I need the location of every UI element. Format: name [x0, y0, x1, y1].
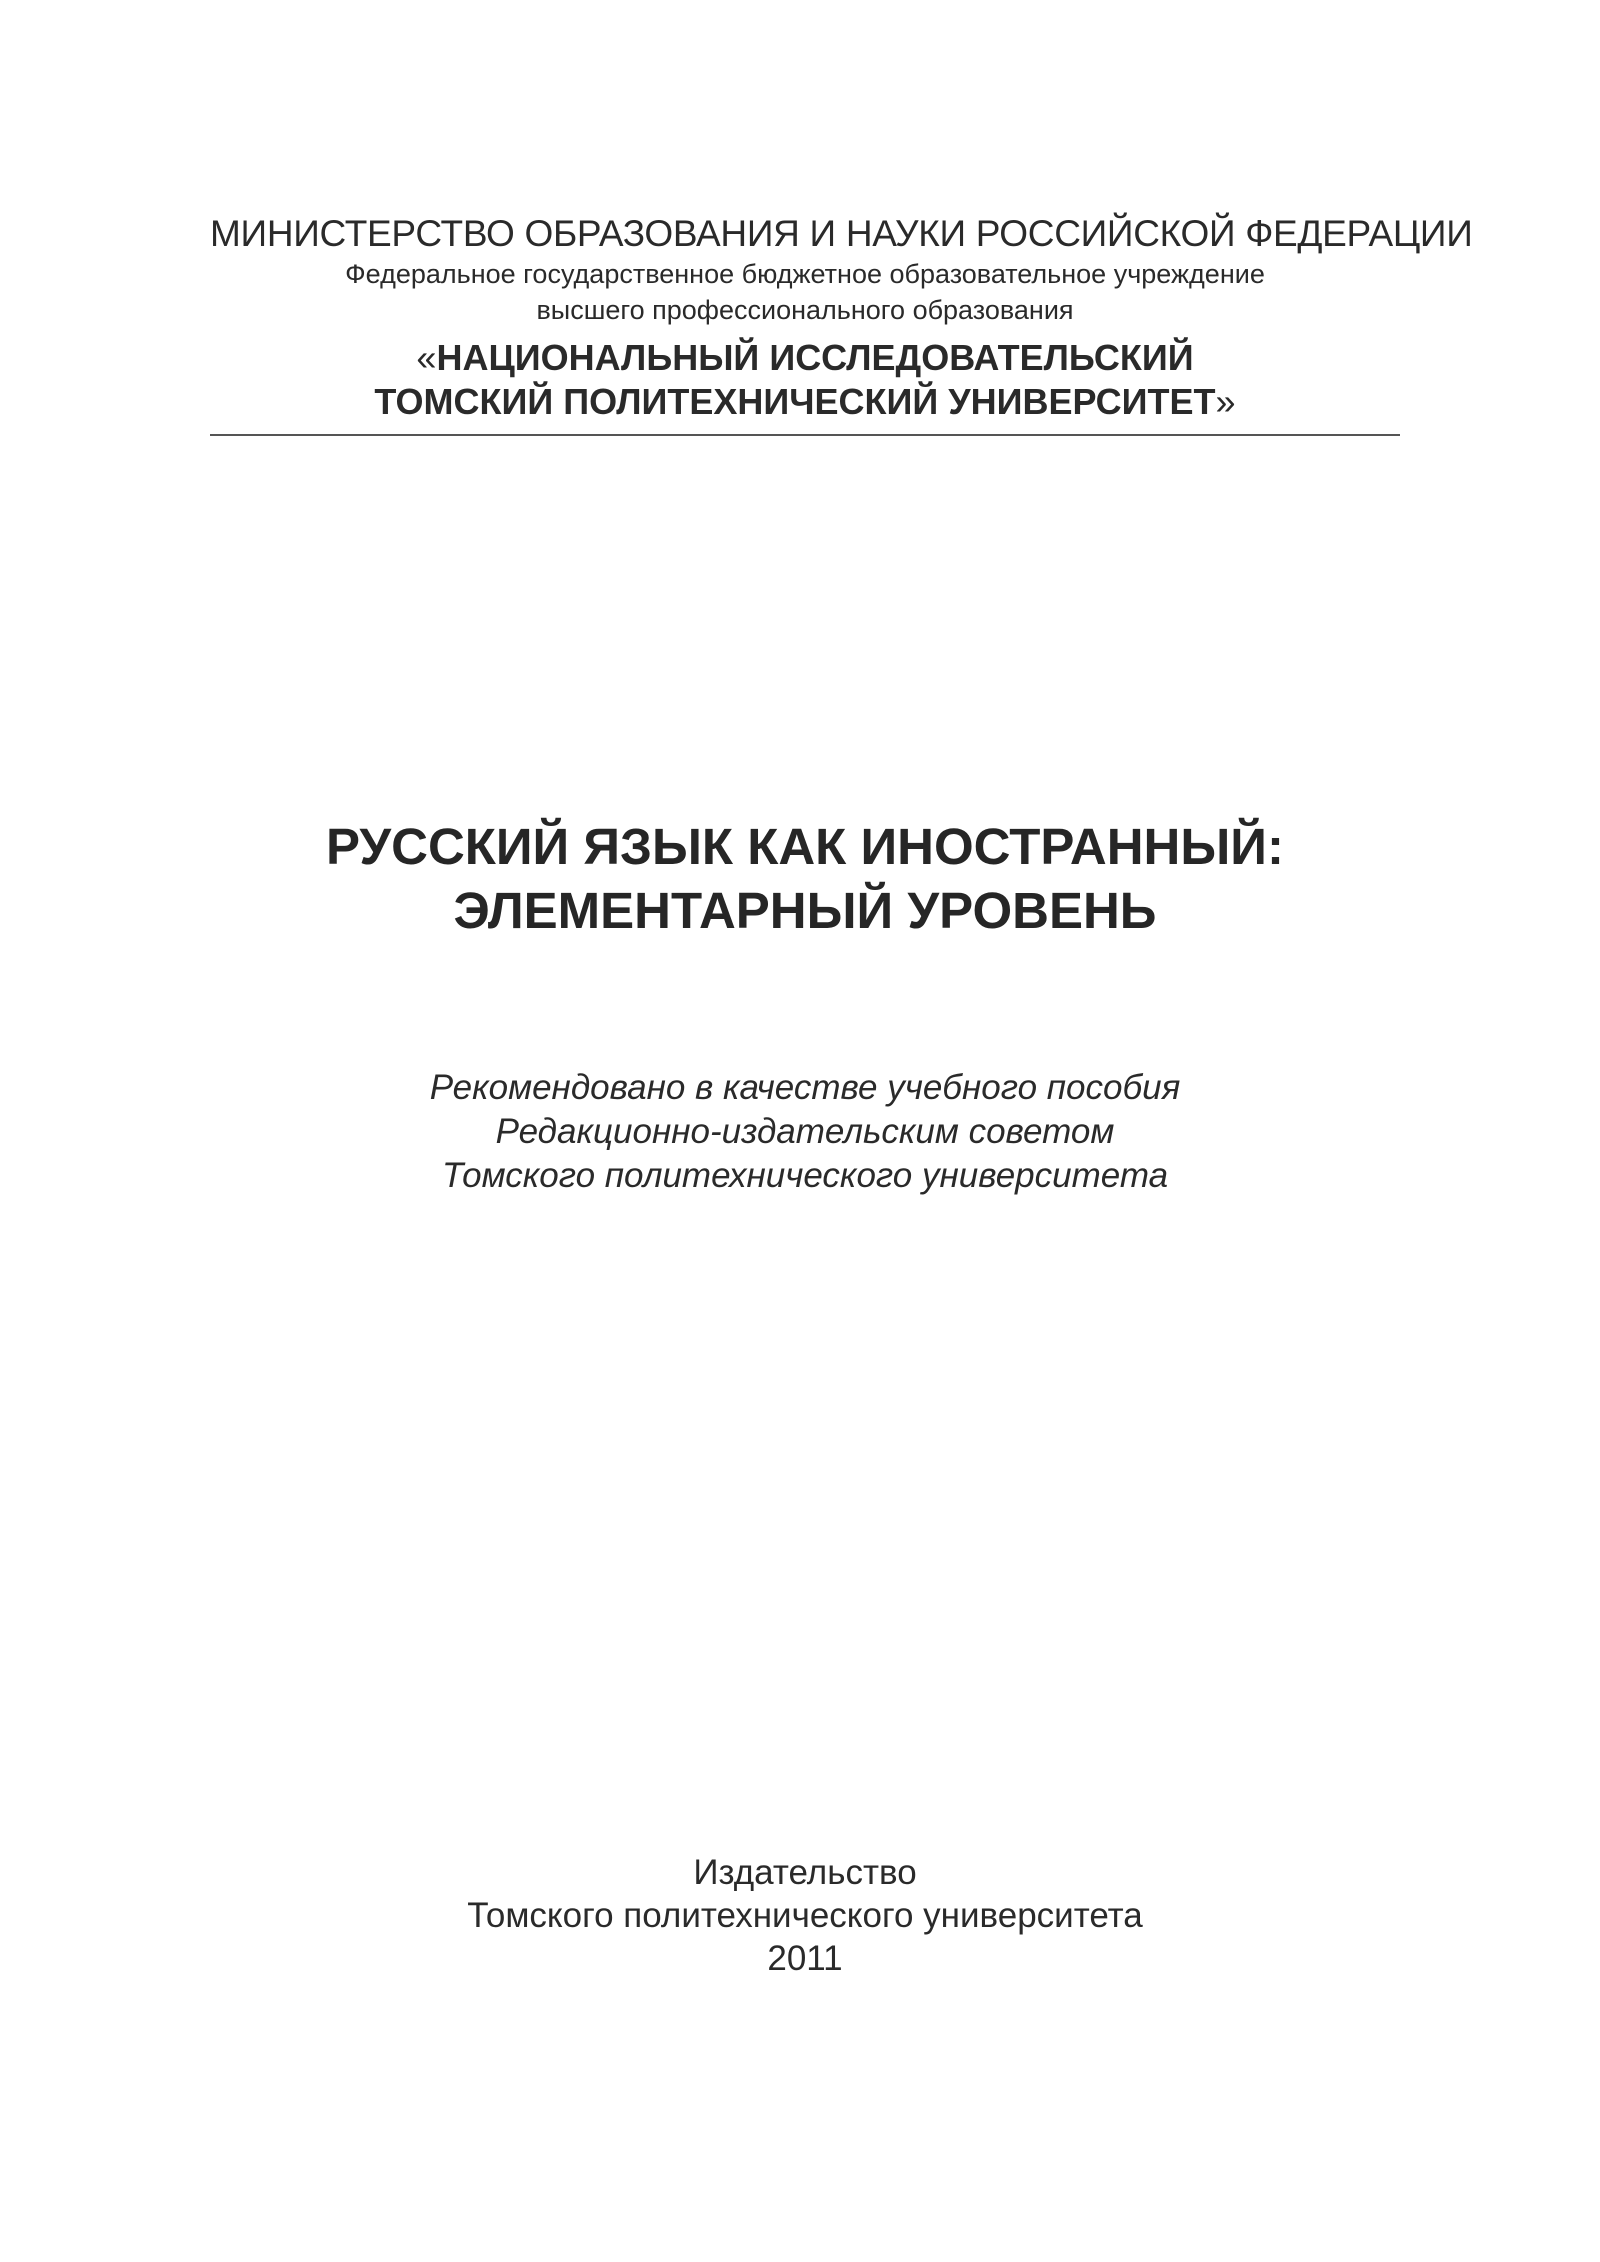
university-name-part-1: НАЦИОНАЛЬНЫЙ ИССЛЕДОВАТЕЛЬСКИЙ — [436, 337, 1194, 378]
open-quote: « — [416, 337, 437, 378]
publication-year: 2011 — [767, 1939, 843, 1978]
close-quote: » — [1215, 381, 1236, 422]
publisher-imprint — [200, 1851, 1410, 1980]
book-title — [200, 815, 1410, 943]
university-name-line-1 — [210, 336, 1400, 380]
recommendation-note — [200, 1066, 1410, 1198]
university-name-part-2: ТОМСКИЙ ПОЛИТЕХНИЧЕСКИЙ УНИВЕРСИТЕТ — [374, 381, 1216, 422]
institution-header — [210, 212, 1473, 424]
institution-type-line-2: высшего профессионального образования — [536, 295, 1074, 325]
publisher-line-1: Издательство — [693, 1853, 917, 1892]
recommendation-line-1: Рекомендовано в качестве учебного пособия — [429, 1068, 1181, 1107]
recommendation-line-2: Редакционно-издательским советом — [495, 1112, 1115, 1151]
book-title-line-1: РУССКИЙ ЯЗЫК КАК ИНОСТРАННЫЙ: — [326, 818, 1284, 875]
publisher-line-2: Томского политехнического университета — [467, 1896, 1143, 1935]
university-name-line-2 — [210, 380, 1400, 424]
header-divider — [210, 434, 1400, 436]
ministry-name: МИНИСТЕРСТВО ОБРАЗОВАНИЯ И НАУКИ РОССИЙСКОЙ ФЕДЕРАЦИИ — [210, 213, 1473, 254]
recommendation-line-3: Томского политехнического университета — [441, 1156, 1169, 1195]
institution-type-line-1: Федеральное государственное бюджетное образовательное учреждение — [345, 259, 1265, 289]
book-title-line-2: ЭЛЕМЕНТАРНЫЙ УРОВЕНЬ — [453, 882, 1157, 939]
